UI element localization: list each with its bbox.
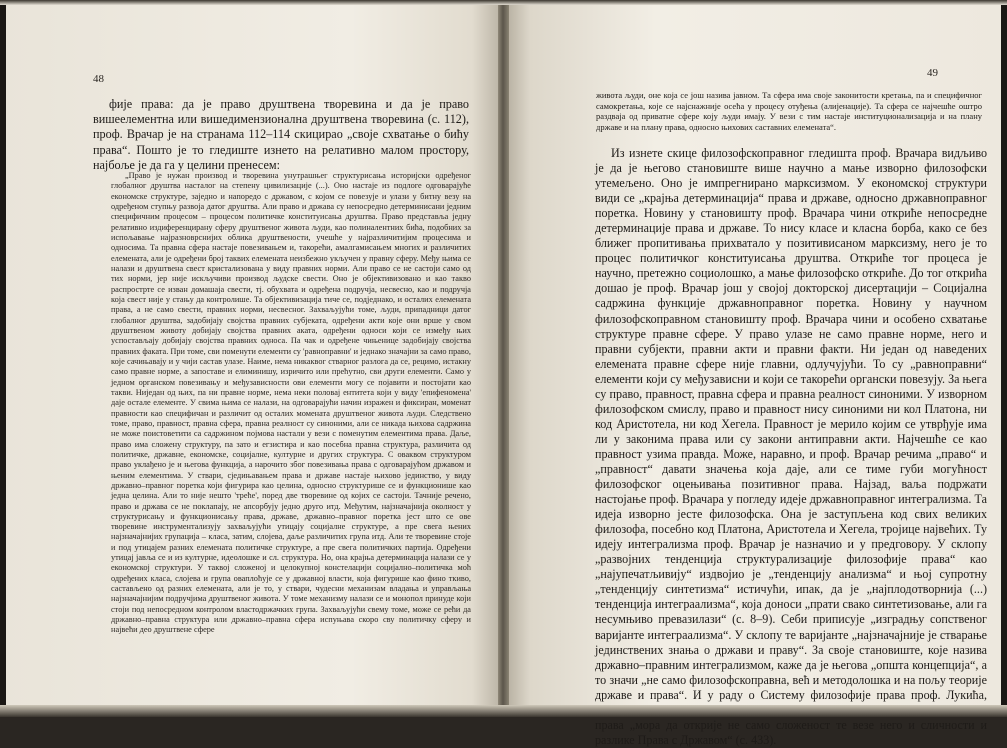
quote-continuation-text: живота људи, оне која се још назива јавном. Та сфера има своје законитости кретања, па и специфичног самокретања, које се најснажније осећа у процесу отуђења (алијенације). Та сфера се најчешће оштро раздваја од приватне сфере коју људи имају. У вези с тим настаје институционализација и на плану државе и на плану права, односно њихових саставних елемената“. xyxy=(596,90,982,132)
left-page-number: 48 xyxy=(93,73,104,85)
top-edge xyxy=(0,0,1007,5)
right-main-text: Из изнете скице филозофскоправног гледишта проф. Врачара видљиво је да је његово становиште више научно а мање изворно филозофски утемељено. Оно је импрегнирано марксизмом. У економској структури види се „крајња детерминација“ права и државе, односно државноправног поретка. Новину у становишту проф. Врачара чини откриће непосредне детерминације права и државе. То нису класе и класна борба, како се без ближег пропитивања прихватало у позитивисаном марксизму, него је то процес политичког конституисања друштва. Откриће тог процеса је научно, претежно социолошко, а мање филозофско откриће. До тог открића дошао је проф. Врачар још у својој докторској дисертацији – Социјална садржина функције државноправног поретка. Новину у научном филозофскоправном становишту проф. Врачара чини и особено схватање структуре правне сфере. У право улазе не само правне норме, него и правни субјекти, правни акти и правни факти. Ни један од наведених елемената правне сфере није главни, одлучујући. То су „равноправни“ елементи који су међузависни и који се такорећи органски повезују. За њега су право, правност, правна сфера и правна реалност синоними. У изворном филозофском смислу, право и правност нису синоними ни кол Платона, ни код Аристотела, ни код Хегела. Правност је мерило којим се утврђује има ли у законима права или су закони антиправни акти. Најчешће се као правност узима правда. Може, наравно, и проф. Врачар речима „право“ и „правност“ давати значења која даје, али се тиме губи могућност филозофског оцењивања позитивног права. Најзад, ваља подржати настојање проф. Врачара у погледу идеје државноправног интегрализма. Та идеја изворно јесте филозофска. Она је заступљена код свих великих филозофа, посебно код Платона, Аристотела и Хегела, тројице највећих. Ту идеју интегрализма проф. Врачар је назначио и у предговору. У склопу „развојних тенденција структурализације филозофије права“ као „најупечатљивију“ издвојио је „тенденцију анализма“ и њој супротну „тенденцију синтетизма“ истичући, ипак, да је „најплодотворнија (...) тенденција интеграализма“, која доноси „прати свако синтетизовање, али га несумњиво превазилази“ (с. 8–9). Себи приписује „изградњу сопственог варијанте интеграализма“. У склопу те варијанте „најзначајније је стварање јединствених знања о држави и праву“. За своје становиште, које назива државно–правним интегрализмом, каже да је његова „општа концепција“, а то значи „не само филозофскоправна, већ и методолошка и на пољу теорије државе и права“. И у раду о Систему филозофије права проф. Лукића, права „мора да открије не само сложеност те везе него и сличности и разлике Права с Државом“ (с. 433). xyxy=(595,146,987,747)
right-page-number: 49 xyxy=(927,67,938,79)
left-edge xyxy=(0,0,6,717)
quote-continuation xyxy=(596,90,982,132)
bottom-edge xyxy=(0,705,1007,717)
block-quote-text: „Право је нужан производ и творевина унутрашњег структурисања историјски одређеног глобалног друштва насталог на степену цивилизације (...). Оно настаје из подлоге одговарајуће економске структуре, заједно и напоредо с државом, с којом се повезује и улази у битну везу на одређеном ступњу развоја датог друштва. Али право и држава су непосредно детерминисани једним специфичним процесом – процесом политичке конституисања друштва. Право представља једну релативно издиференцирану сферу друштвеног живота људи, као полиналентних бића, подобних за испољавање најразноврснијих облика друштвености, учешће у најразличитијим процесима и односима. Та правна сфера настаје повезивањем и, такорећи, амалгамисањем многих и различитих елемената, али је одређени број таквих елемената неизбежно укључен у правну сферу. Међу њима се налази и друштвена свест кристализована у виду правних норми. Али право се не састоји само од тих норми, јер није искључиви производ људске свести. Оно је објективизовано и као такво распрострте се изван домашаја свести, тј. обухвата и одређена подручја, несвесно, као и подручја која свест није у стању да контролише. Та објективизација тиче се, подједнако, и осталих елемената права, а не само свести, правних норми, несвесног. Захваљујући томе, људи, припадници датог глобалног друштва, задобијају својства правних субјеката, одређени акти које они врше у свом друштвеном животу добијају својства правних аката, одређени односи који се између њих успостављају добијају својства правних односа. Па чак и одређене чињенице задобијају својства правних факата. При томе, сви поменути елементи су 'равноправни' и једнако значајни за само право, које сачињавају и у чији састав улазе. Наиме, нема никаквог стварног разлога да се, рецимо, истакну само правне норме, а запоставе и елиминишу, изричито или прећутно, сви други елементи. Само у једном органском повезивању и међузависности ови елементи могу се појавити и постојати као такви. Ниједан од њих, па ни правне норме, нема неки половај ентитета који у виду 'епифеномена' даје остале елементе. У свима њима се налази, на одговарајући начин изражен и фиксиран, моменат правности као специфичан и различит од осталих момената друштвеног живота људи. Следствено томе, право, правност, правна сфера, правна реалност су синоними, али се никада њихова садржина не може поистоветити са садржином појмова настали у вези с поменутим елементима права. Даље, право има сложену структуру, па зато и егзистира и као посебна правна структура, различита од политичке, државне, економске, социјалне, културне и других структура. С оваквом структуром право уклађено је и његова функција, а нарочито због повезивања права с одговарајућом државом и њеним елементима. У ствари, сједињавањем права и државе настаје њихово јединство, у виду државно–правног поретка који фигурира као целина, односно структурише се и функционише као једна целина. Али то није нешто 'треће', поред две творевине од којих се састоји. Тачније речено, право и држава се не поклапају, не апсорбују једно друго итд. Међутим, најзначајнија околност у структурисању и функционисању права, државе, државно–правног поретка јест што се ове творевине инструментализују захваљујући утицају социјалне структуре, а пре свега њених најзначајнијих групација – класа, затим, слојева, даље различитих група итд. Али те творевине стоје и под утицајем разних елемената политичке структуре, а пре свега политичких партија. Одређени утицај јавља се и из културне, идеолошке и сл. структура. Но, она крајња детерминација налази се у економској структури. У таквој сложеној и целокупној констелацији социјално–политичка моћ одређених класа, слојева и група оваплоћује се у државној власти, која фигурише као фино ткиво, састављено од разних елемената, али је то, у ствари, чудесни механизам владања и управљања најзначајнијим подручјима друштвеног живота. У томе механизму налази се и монопол принуде који стоји под непосредном контролом властодржачких група. Захваљујући свему томе, може се рећи да државно–правна структура или државно–правна сфера испуњава скоро сву политичку сферу и највећи део друштвене сфере xyxy=(111,171,471,635)
book-gutter xyxy=(498,0,509,717)
left-intro-text: фије права: да је право друштвена творевина и да је право вишеелементна или вишедимензионална друштвена творевина (с. 112), проф. Врачар је на странама 112–114 скицирао „своје схватање о бићу права“. Пошто је то гледиште изнето на релативно малом простору, најбоље је да га у целини пренесем: xyxy=(93,97,469,172)
right-edge xyxy=(1001,0,1007,717)
block-quote xyxy=(111,171,471,636)
right-main-paragraph xyxy=(595,146,987,748)
left-page xyxy=(0,0,502,717)
left-intro-paragraph xyxy=(93,97,469,173)
